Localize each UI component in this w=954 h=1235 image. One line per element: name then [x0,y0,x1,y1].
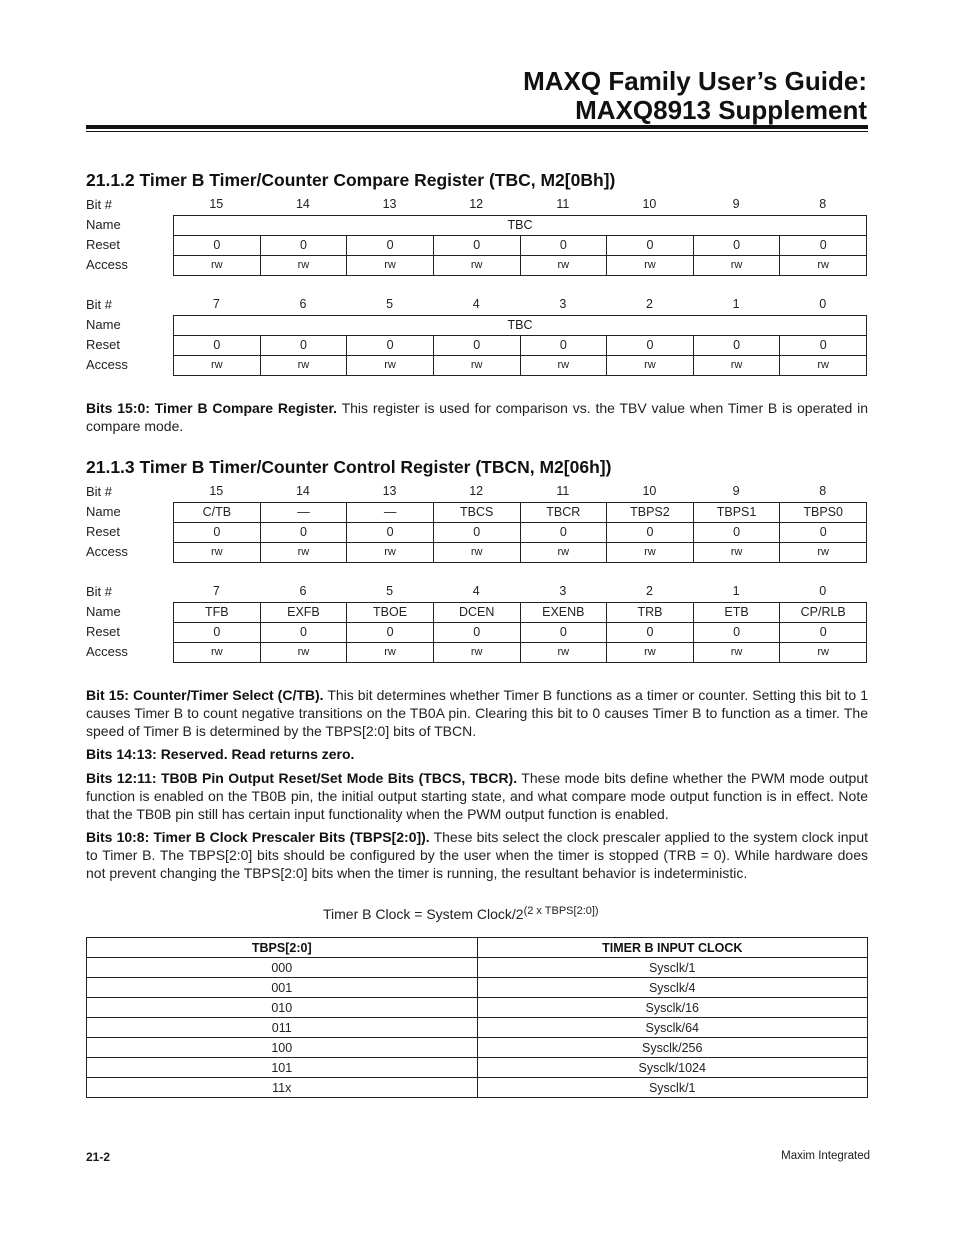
bit-number-row [86,195,868,215]
bit-number: 5 [386,297,394,311]
input-clock-value: Sysclk/256 [477,1038,868,1058]
bit-number: 6 [299,297,307,311]
name-row [86,502,868,522]
bit-name: EXENB [521,603,608,622]
reset-value: 0 [261,623,348,642]
bit-name: — [347,503,434,522]
bit-name: TBPS0 [780,503,867,522]
bit-label: Bit # [86,197,113,212]
title-line-2: MAXQ8913 Supplement [575,95,867,125]
input-clock-value: Sysclk/1 [477,1078,868,1098]
reset-value: 0 [607,623,694,642]
brand-name: Maxim Integrated [781,1150,870,1162]
bit-name: — [261,503,348,522]
access-value: rw [434,356,521,375]
reset-value: 0 [347,236,434,255]
access-row [86,542,868,562]
reset-value: 0 [174,336,261,355]
table-row [87,1078,868,1098]
tbps-value: 010 [87,998,478,1018]
header-rule [86,125,868,129]
bit-number: 8 [819,484,827,498]
tbps-value: 11x [87,1078,478,1098]
name-row [86,215,868,235]
bits12-11-text: These mode bits define whether the PWM mode output function is enabled on the TB0B pin, the initial output starting state, and what compare mode output function is in effect. Note that the TB0B pin still has certain input functionality when the PWM output function is enabled. [86,770,868,822]
reset-value: 0 [174,523,261,542]
access-value: rw [347,256,434,275]
access-value: rw [347,543,434,562]
access-label: Access [86,257,128,272]
tbc-register-high [86,195,868,275]
bit-number: 7 [212,297,220,311]
bit-name: EXFB [261,603,348,622]
reset-value: 0 [261,236,348,255]
table-row [87,998,868,1018]
bit-name: CP/RLB [780,603,867,622]
access-value: rw [261,643,348,662]
tbc-register-low [86,295,868,375]
reset-value: 0 [174,236,261,255]
access-value: rw [780,256,867,275]
access-value: rw [521,356,608,375]
bits14-13-title: Bits 14:13: Reserved. Read returns zero. [86,746,355,762]
access-label: Access [86,544,128,559]
bit-number: 0 [819,584,827,598]
bit-name: TBPS2 [607,503,694,522]
name-label: Name [86,317,121,332]
access-value: rw [780,643,867,662]
bit15-text: This bit determines whether Timer B functions as a timer or counter. Setting this bit to 1 causes Timer B to count negative transitions on the TB0A pin. Clearing this bit to 0 causes Timer B to function as a timer. The speed of Timer B is determined by the TBPS[2:0] bits of TBCN. [86,687,868,739]
reset-value: 0 [521,623,608,642]
bit-number: 15 [209,197,224,211]
name-label: Name [86,504,121,519]
access-value: rw [261,256,348,275]
bit-number: 11 [556,484,570,498]
bit-number: 7 [212,584,220,598]
reset-value: 0 [434,236,521,255]
bits10-8-description [86,828,868,882]
bit-number: 13 [382,197,397,211]
access-value: rw [780,356,867,375]
reset-value: 0 [434,523,521,542]
bit-number: 12 [469,484,484,498]
access-value: rw [694,543,781,562]
bit-label: Bit # [86,484,113,499]
reset-value: 0 [694,236,781,255]
bits10-8-text: These bits select the clock prescaler applied to the system clock input to Timer B. The TBPS[2:0] bits should be configured by the user when the timer is stopped (TRB = 0). While hardware does not prevent changing the TBPS[2:0] bits when the timer is running, the resultant behavior is indeterministic. [86,829,868,881]
bits10-8-title: Bits 10:8: Timer B Clock Prescaler Bits (TBPS[2:0]). [86,829,430,845]
bit-number: 4 [472,297,480,311]
bits14-13-description [86,745,868,763]
reset-value: 0 [694,523,781,542]
table-row [87,958,868,978]
bits12-11-title: Bits 12:11: TB0B Pin Output Reset/Set Mode Bits (TBCS, TBCR). [86,770,518,786]
reset-value: 0 [174,623,261,642]
bit-number: 15 [209,484,224,498]
reset-value: 0 [521,523,608,542]
bit-number: 9 [732,197,740,211]
bit-number: 1 [732,584,740,598]
access-value: rw [607,356,694,375]
bit-name: DCEN [434,603,521,622]
bit-number-row [86,482,868,502]
reset-row [86,522,868,542]
bit15-title: Bit 15: Counter/Timer Select (C/TB). [86,687,324,703]
access-value: rw [261,543,348,562]
bit-name: TBCR [521,503,608,522]
input-clock-value: Sysclk/4 [477,978,868,998]
bit-number: 1 [732,297,740,311]
reset-label: Reset [86,524,120,539]
bit-number: 2 [645,584,653,598]
bit-number: 0 [819,297,827,311]
reset-value: 0 [780,236,867,255]
input-clock-value: Sysclk/16 [477,998,868,1018]
name-row [86,602,868,622]
reset-value: 0 [780,336,867,355]
section-heading-tbc: 21.1.2 Timer B Timer/Counter Compare Register (TBC, M2[0Bh]) [86,170,616,190]
reset-value: 0 [694,623,781,642]
access-value: rw [521,543,608,562]
tbcn-register-high [86,482,868,562]
reset-row [86,335,868,355]
bit-name: TBOE [347,603,434,622]
bit-number-row [86,582,868,602]
reset-value: 0 [347,336,434,355]
bit-name: TBCS [434,503,521,522]
access-label: Access [86,357,128,372]
title-line-1: MAXQ Family User’s Guide: [523,66,867,96]
reset-value: 0 [780,623,867,642]
document-title [167,67,867,125]
table-row [87,1018,868,1038]
reset-value: 0 [434,336,521,355]
bit-name: ETB [694,603,781,622]
access-row [86,255,868,275]
reset-value: 0 [347,623,434,642]
reset-value: 0 [694,336,781,355]
access-label: Access [86,644,128,659]
bit-number: 14 [295,484,310,498]
formula-exponent: (2 x TBPS[2:0]) [523,905,599,917]
access-value: rw [261,356,348,375]
reset-value: 0 [607,336,694,355]
bit-number: 9 [732,484,740,498]
input-clock-value: Sysclk/64 [477,1018,868,1038]
tbc-description [86,399,868,435]
page-number: 21-2 [86,1150,111,1164]
table-header-row [87,938,868,958]
bit-number: 3 [559,584,567,598]
clock-formula [323,905,599,922]
access-value: rw [434,543,521,562]
bit15-description [86,686,868,740]
access-value: rw [347,356,434,375]
reset-value: 0 [521,336,608,355]
reset-value: 0 [261,523,348,542]
column-header: TIMER B INPUT CLOCK [477,938,868,958]
bit-number: 12 [469,197,484,211]
name-label: Name [86,604,121,619]
reset-value: 0 [607,523,694,542]
name-label: Name [86,217,121,232]
tbps-value: 011 [87,1018,478,1038]
tbps-value: 001 [87,978,478,998]
access-value: rw [174,543,261,562]
reset-label: Reset [86,237,120,252]
bit-label: Bit # [86,584,113,599]
bit-number: 4 [472,584,480,598]
reset-label: Reset [86,624,120,639]
reset-value: 0 [780,523,867,542]
bit-name: TBPS1 [694,503,781,522]
bit-number-row [86,295,868,315]
tbc-description-title: Bits 15:0: Timer B Compare Register. [86,400,338,416]
prescaler-table [86,937,868,1098]
reset-row [86,235,868,255]
access-row [86,355,868,375]
access-value: rw [521,256,608,275]
bit-number: 5 [386,584,394,598]
bit-number: 3 [559,297,567,311]
access-value: rw [607,543,694,562]
register-name-cell: TBC [174,216,867,235]
bit-name: TRB [607,603,694,622]
name-row [86,315,868,335]
tbc-description-text: This register is used for comparison vs. the TBV value when Timer B is operated in compare mode. [86,400,868,434]
section-heading-tbcn: 21.1.3 Timer B Timer/Counter Control Register (TBCN, M2[06h]) [86,457,612,477]
input-clock-value: Sysclk/1 [477,958,868,978]
access-value: rw [694,643,781,662]
table-row [87,1038,868,1058]
bit-label: Bit # [86,297,113,312]
column-header: TBPS[2:0] [87,938,478,958]
formula-base: Timer B Clock = System Clock/2 [323,906,524,922]
reset-row [86,622,868,642]
bits12-11-description [86,769,868,823]
access-value: rw [607,643,694,662]
reset-value: 0 [347,523,434,542]
access-value: rw [694,356,781,375]
reset-value: 0 [434,623,521,642]
bit-number: 14 [295,197,310,211]
access-value: rw [174,256,261,275]
access-value: rw [780,543,867,562]
access-value: rw [694,256,781,275]
access-value: rw [174,356,261,375]
reset-value: 0 [261,336,348,355]
tbps-value: 000 [87,958,478,978]
bit-number: 13 [382,484,397,498]
access-value: rw [174,643,261,662]
access-row [86,642,868,662]
header-rule-thin [86,131,868,132]
register-name-cell: TBC [174,316,867,335]
bit-number: 11 [556,197,570,211]
table-row [87,978,868,998]
access-value: rw [521,643,608,662]
bit-number: 10 [642,484,657,498]
access-value: rw [434,256,521,275]
tbps-value: 100 [87,1038,478,1058]
tbcn-register-low [86,582,868,662]
tbps-value: 101 [87,1058,478,1078]
reset-value: 0 [607,236,694,255]
bit-name: TFB [174,603,261,622]
bit-number: 2 [645,297,653,311]
access-value: rw [347,643,434,662]
bit-number: 10 [642,197,657,211]
access-value: rw [607,256,694,275]
table-row [87,1058,868,1078]
reset-value: 0 [521,236,608,255]
access-value: rw [434,643,521,662]
bit-number: 8 [819,197,827,211]
input-clock-value: Sysclk/1024 [477,1058,868,1078]
bit-name: C/TB [174,503,261,522]
reset-label: Reset [86,337,120,352]
bit-number: 6 [299,584,307,598]
